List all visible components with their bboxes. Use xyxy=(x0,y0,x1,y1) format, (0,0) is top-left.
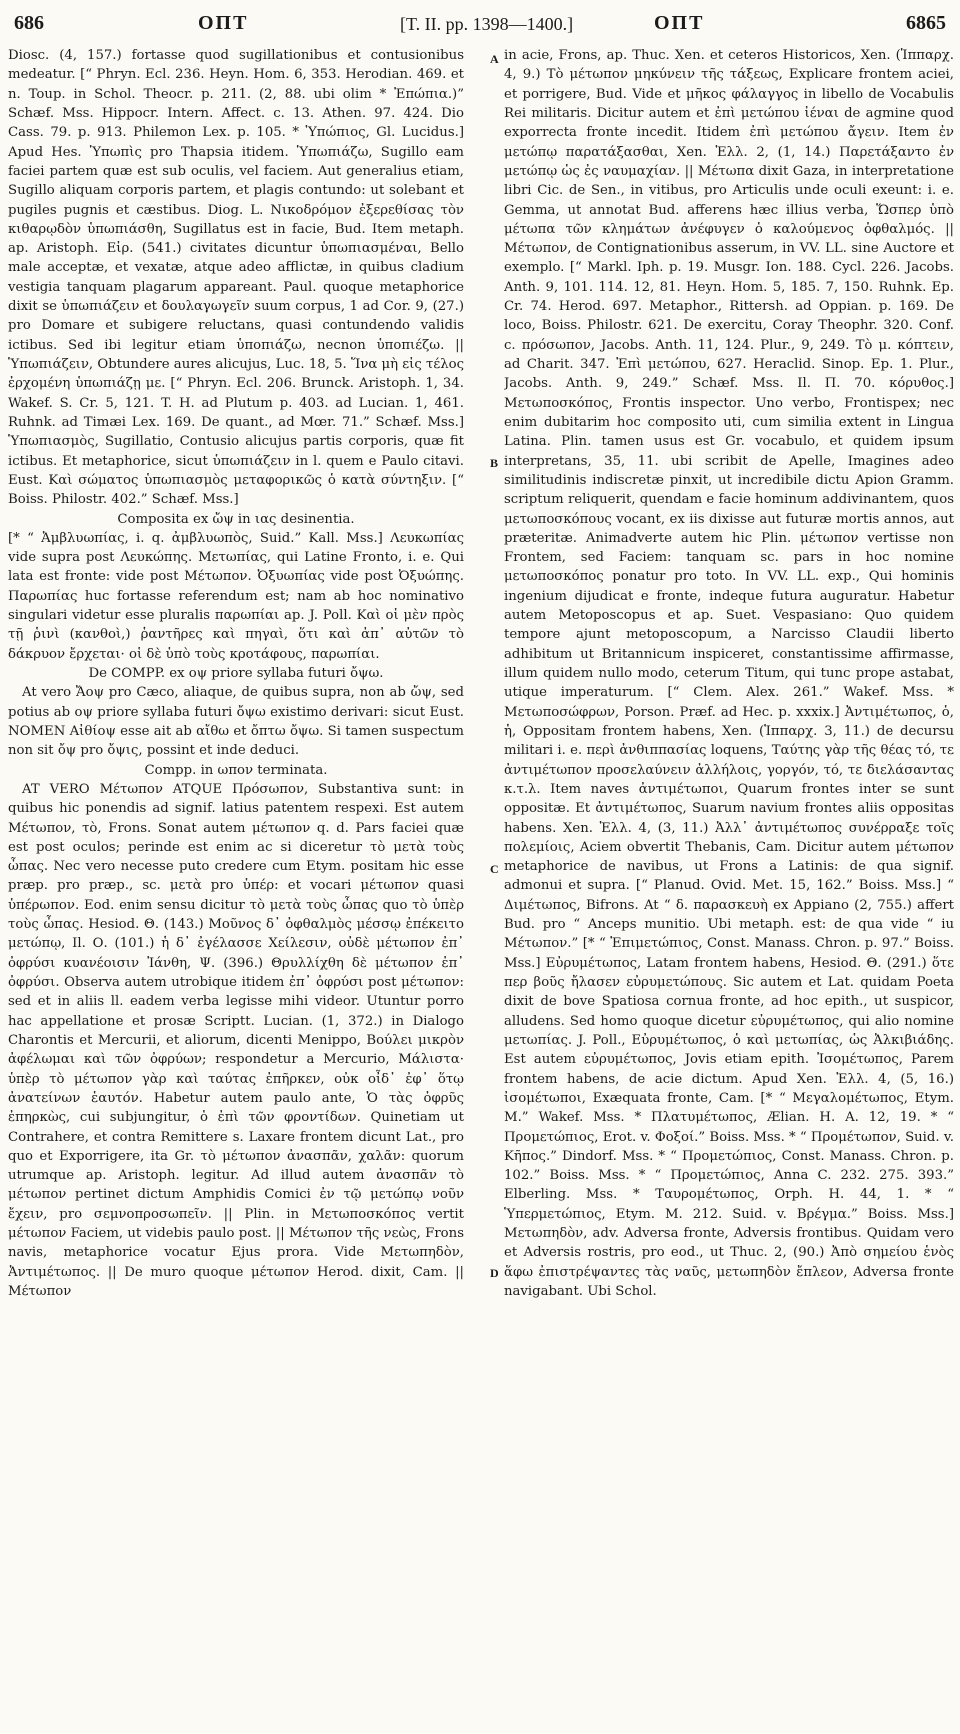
entry-metopon-continued: in acie, Frons, ap. Thuc. Xen. et ceteros Historicos, Xen. (Ἱππαρχ. 4, 9.) Τὸ μέτωπον μηκύνειν τῆς τάξεως, Explicare frontem aciei, et porrigere, Bud. Vide et μῆκος φάλαγγος in libello de Vocabulis Rei militaris. Dicitur autem et ἐπὶ μετώπου ἰέναι de agmine quod exporrecta fronte incedit. Itidem ἐπὶ μετώπου ἄγειν. Item ἐν μετώπῳ παρατάξασθαι, Xen. Ἑλλ. 2, (1, 14.) Παρετάξαντο ἐν μετώπῳ ὡς ἐς ναυμαχίαν. || Μέτωπα dixit Gaza, in interpretatione libri Cic. de Sen., in vitibus, pro Articulis unde oculi exeunt: i. e. Gemma, ut annotat Bud. afferens hæc illius verba, Ὥσπερ ὑπὸ μέτωπα τῶν κλημάτων ἀνέφυγεν ὁ καλούμενος ὀφθαλμός. || Μέτωπον, de Contignationibus asserum, in VV. LL. sine Auctore et exemplo. [“ Markl. Iph. p. 19. Musgr. Ion. 188. Cycl. 226. Jacobs. Anth. 9, 101. 114. 12, 81. Heyn. Hom. 5, 185. 7, 150. Ruhnk. Ep. Cr. 74. Herod. 697. Metaphor., Rittersh. ad Oppian. p. 169. De loco, Boiss. Philostr. 621. De exercitu, Coray Theophr. 320. Conf. c. πρόσωπον, Jacobs. Anth. 11, 124. Plur., 9, 249. Τὸ μ. κόπτειν, ad Charit. 347. Ἐπὶ μετώπου, 627. Heraclid. Sinop. Ep. 1. Plur., Jacobs. Anth. 9, 249.” Schæf. Mss. Il. Π. 70. κόρυθος.] Μετωποσκόπος, Frontis inspector. Uno verbo, Frontispex; nec enim dubitarim hoc composito uti, cum similia extent in Lingua Latina. Plin. tamen usus est Gr. vocabulo, et quidem ipsum interpretans, 35, 11. ubi scribit de Apelle, Imagines adeo similitudinis indiscretæ pinxit, ut incredibile dictu Apion Gramm. scriptum reliquerit, quendam e facie hominum addivinantem, quos μετωποσκόπους vocant, ex iis dixisse aut futuræ mortis annos, aut præteritæ. Animadverte autem hic Plin. μέτωπον vertisse non Frontem, sed Faciem: tanquam sc. pars in hoc nomine μετωποσκόπος ponatur pro toto. In VV. LL. exp., Qui hominis ingenium dijudicat e fronte, indeque futura auguratur. Habetur autem Metoposcopus et ap. Suet. Vespasiano: Quo quidem tempore ajunt metoposcopum, a Narcisso Claudii liberto adhibitum ut Britannicum inspiceret, constantissime affirmasse, illum quidem nullo modo, ceterum Titum, qui tunc prope astabat, utique imperaturum. [“ Clem. Alex. 261.” Wakef. Mss. * Μετωποσώφρων, Porson. Præf. ad Hec. p. xxxix.] Ἀντιμέτωπος, ὁ, ἡ, Oppositam frontem habens, Xen. (Ἱππαρχ. 3, 11.) de decursu militari i. e. περὶ ἀνθιππασίας loquens, Ταύτης γὰρ τῆς θέας τό, τε ἀντιμέτωπον προσελαύνειν ἀλλήλοις, γοργόν, τό, τε διελάσαντας κ.τ.λ. Item naves ἀντιμέτωποι, Quarum frontes inter se sunt oppositæ. Et ἀντιμέτωπος, Suarum navium frontes aliis oppositas habens. Xen. Ἑλλ. 4, (3, 11.) Ἀλλ᾽ ἀντιμέτωπος συνέρραξε τοῖς πολεμίοις, Aciem obvertit Thebanis, Cam. Dicitur autem μέτωπον metaphorice de navibus, ut Frons a Latinis: de qua signif. admonui et supra. [“ Planud. Ovid. Met. 15, 162.” Boiss. Mss.] “ Διμέτωπος, Bifrons. At “ δ. παρασκευὴ ex Appiano (2, 755.) affert Bud. pro “ Anceps munitio. Ubi metaph. est: de qua vide “ iu Μέτωπον.” [* “ Ἐπιμετώπιος, Const. Manass. Chron. p. 97.” Boiss. Mss.] Εὐρυμέτωπος, Latam frontem habens, Hesiod. Θ. (291.) ὅτε περ βοῦς ἤλασεν εὐρυμετώπους. Sic autem et Lat. quidam Poeta dixit de bove Spatiosa cornua fronte, ad hoc epith., ut suspicor, alludens. Sed homo quoque dicetur εὐρυμέτωπος, qui alio nomine μετωπίας. J. Poll., Εὐρυμέτωπος, ὁ καὶ μετωπίας, ὡς Ἀλκιβιάδης. Est autem εὐρυμέτωπος, Jovis etiam epith. Ἰσομέτωπος, Parem frontem habens, de acie dictum. Apud Xen. Ἑλλ. 4, (5, 16.) ἰσομέτωποι, Exæquata fronte, Cam. [* “ Μεγαλομέτωπος, Etym. M.” Wakef. Mss. * Πλατυμέτωπος, Ælian. H. A. 12, 19. * “ Προμετώπιος, Erot. v. Φοξοί.” Boiss. Mss. * “ Προμέτωπον, Suid. v. Κῆπος.” Dindorf. Mss. * “ Προμετώπιος, Const. Manass. Chron. p. 102.” Boiss. Mss. * “ Προμετώπιος, Anna C. 232. 275. 393.” Elberling. Mss. * Ταυρομέτωπος, Orph. H. 44, 1. * “ Ὑπερμετώπιος, Etym. M. 212. Suid. v. Βρέγμα.” Boiss. Mss.] Μετωπηδὸν, adv. Adversa fronte, Adversis frontibus. Quidam vero et Adversis rostris, pro eod., ut Thuc. 2, (90.) Ἀπὸ σημείου ἑνὸς ἅφω ἐπιστρέψαντες τὰς ναῦς, μετωπηδὸν ἔπλεον, Adversa fronte navigabant. Ubi Schol. xyxy=(504,48,954,1299)
volume-reference: [T. II. pp. 1398—1400.] xyxy=(400,14,574,34)
page-header xyxy=(14,8,946,48)
margin-letter-c: C xyxy=(490,862,499,876)
left-column xyxy=(8,46,464,1730)
margin-letter-a: A xyxy=(490,52,499,66)
entry-ias-compounds: [* “ Ἀμβλυωπίας, i. q. ἀμβλυωπὸς, Suid.” Kall. Mss.] Λευκωπίας vide supra post Λευκώπης. Μετωπίας, qui Latine Fronto, i. e. Qui lata est fronte: vide post Μέτωπον. Ὀξυωπίας vide post Ὀξυώπης. Παρωπίας huc fortasse referendum est; nam ab hoc nominativo singulari videtur esse pluralis παρωπίαι ap. J. Poll. Καὶ οἱ μὲν πρὸς τῇ ῥινὶ (κανθοὶ,) ῥαντῆρες καὶ πηγαὶ, ὅτι καὶ ἀπ᾽ αὐτῶν τὸ δάκρυον ἔρχεται· οἱ δὲ ὑπὸ τοὺς κροτάφους, παρωπίαι. xyxy=(8,530,464,662)
entry-aops: At vero Ἄοψ pro Cæco, aliaque, de quibus supra, non ab ὤψ, sed potius ab οψ priore syllaba futuri ὄψω existimo derivari: sicut Eust. NOMEN Αἰθίοψ esse ait ab αἴθω et ὄπτω ὄψω. Si tamen suspectum non sit ὄψ pro ὄψις, possint et inde deduci. xyxy=(8,685,464,759)
entry-metopon: AT VERO Μέτωπον ATQUE Πρόσωπον, Substantiva sunt: in quibus hic ponendis ad signif. latius patentem respexi. Est autem Μέτωπον, τὸ, Frons. Sonat autem μέτωπον q. d. Pars faciei quæ est post oculos; perinde est enim ac si diceretur τὸ μετὰ τοὺς ὦπας. Nec vero necesse puto credere cum Etym. positam hic esse præp. pro præp., sc. μετὰ pro ὑπέρ: et vocari μέτωπον quasi ὑπέρωπον. Eod. enim sensu dicitur τὸ μετὰ τοὺς ὦπας quo τὸ ὑπὲρ τοὺς ὦπας. Hesiod. Θ. (143.) Μοῦνος δ᾽ ὀφθαλμὸς μέσσῳ ἐπέκειτο μετώπῳ, Il. Ο. (101.) ἡ δ᾽ ἐγέλασσε Χείλεσιν, οὐδὲ μέτωπον ἐπ᾽ ὀφρύσι κυανέοισιν Ἰάνθη, Ψ. (396.) Θρυλλίχθη δὲ μέτωπον ἐπ᾽ ὀφρύσι. Observa autem utrobique itidem ἐπ᾽ ὀφρύσι post μέτωπον: sed et in aliis ll. eadem verba legisse mihi videor. Utuntur porro hac appellatione et prosæ Scriptt. Lucian. (1, 372.) in Dialogo Charontis et Mercurii, et aliorum, dicenti Menippo, Βούλει μικρὸν ἀφέλωμαι καὶ τῶν ὀφρύων; respondetur a Mercurio, Μάλιστα· ὑπὲρ τὸ μέτωπον γὰρ καὶ ταύτας ἐπῆρκεν, οὐκ οἶδ᾽ ἐφ᾽ ὅτῳ ἀνατείνων ἑαυτόν. Habetur autem paulo ante, Ὁ τὰς ὀφρῦς ἐπηρκὼς, cui subjungitur, ὁ ἐπὶ τῶν φροντίδων. Quinetiam ut Contrahere, et contra Remittere s. Laxare frontem dicunt Lat., pro quo et Exporrigere, ita Gr. τὸ μέτωπον ἀνασπᾶν, χαλᾶν: quorum utrumque ap. Aristoph. legitur. Ad illud autem ἀνασπᾶν τὸ μέτωπον pertinet dictum Amphidis Comici ἐν τῷ μετώπῳ νοῦν ἔχειν, pro σεμνοπροσωπεῖν. || Plin. in Μετωποσκόπος vertit μέτωπον Faciem, ut videbis paulo post. || Μέτωπον τῆς νεὼς, Frons navis, metaphorice vocatur Ejus prora. Vide Μετωπηδὸν, Ἀντιμέτωπος. || De muro quoque μέτωπον Herod. dixit, Cam. || Μέτωπον xyxy=(8,781,464,1299)
margin-letter-d: D xyxy=(490,1266,499,1280)
margin-letter-b: B xyxy=(490,456,499,470)
section-heading-ias: Composita ex ὤψ in ιας desinentia. xyxy=(117,511,355,527)
page-number-left: 686 xyxy=(14,12,44,34)
section-heading-opon: Compp. in ωπον terminata. xyxy=(144,762,328,778)
right-column xyxy=(504,46,954,1730)
running-head-left: ΟΠΤ xyxy=(198,12,249,34)
section-heading-compp-ops: De COMPP. ex οψ priore syllaba futuri ὄψω. xyxy=(88,666,384,681)
running-head-right: ΟΠΤ xyxy=(654,12,705,34)
entry-hypopiazo: Diosc. (4, 157.) fortasse quod sugillationibus et contusionibus medeatur. [“ Phryn. Ecl. 236. Heyn. Hom. 6, 353. Herodian. 469. et n. Toup. in Schol. Theocr. p. 211. (2, 88. ubi olim * Ἐπώπια.)” Schæf. Mss. Hippocr. Intern. Affect. c. 13. Athen. 97. 424. Dio Cass. 79. p. 913. Philemon Lex. p. 105. * Ὑπώπιος, Gl. Lucidus.] Apud Hes. Ὑπωπὶς pro Thapsia itidem. Ὑπωπιάζω, Sugillo eam faciei partem quæ est sub oculis, vel faciem. Aut generalius etiam, Sugillo aliquam corporis partem, et plagis contundo: ut solebant et pugiles pugnis et cæstibus. Diog. L. Νικοδρόμον ἐξερεθίσας τὸν κιθαρῳδὸν ὑπωπιάσθη, Sugillatus est in facie, Bud. Item metaph. ap. Aristoph. Εἰρ. (541.) civitates dicuntur ὑπωπιασμέναι, Bello male acceptæ, et vexatæ, atque adeo afflictæ, in quibus cladium vestigia tanquam plagarum appareant. Paul. quoque metaphorice dixit se ὑπωπιάζειν et δουλαγωγεῖν suum corpus, 1 ad Cor. 9, (27.) pro Domare et subigere reluctans, quasi contundendo validis ictibus. Sed ibi legitur etiam ὑποπιάζω, necnon ὑποπιέζω. || Ὑπωπιάζειν, Obtundere aures alicujus, Luc. 18, 5. Ἵνα μὴ εἰς τέλος ἐρχομένη ὑπωπιάζῃ με. [“ Phryn. Ecl. 206. Brunck. Aristoph. 1, 34. Wakef. S. Cr. 5, 121. T. H. ad Plutum p. 403. ad Lucian. 1, 461. Ruhnk. ad Timæi Lex. 169. De quant., ad Mœr. 71.” Schæf. Mss.] Ὑπωπιασμὸς, Sugillatio, Contusio alicujus partis corporis, quæ fit ictibus. Et metaphorice, sicut ὑπωπιάζειν in l. quem e Paulo citavi. Eust. Καὶ σώματος ὑπωπιασμὸς μεταφορικῶς ὁ κατὰ σύντηξιν. [“ Boiss. Philostr. 402.” Schæf. Mss.] xyxy=(8,48,464,508)
page-number-right: 6865 xyxy=(906,12,946,34)
